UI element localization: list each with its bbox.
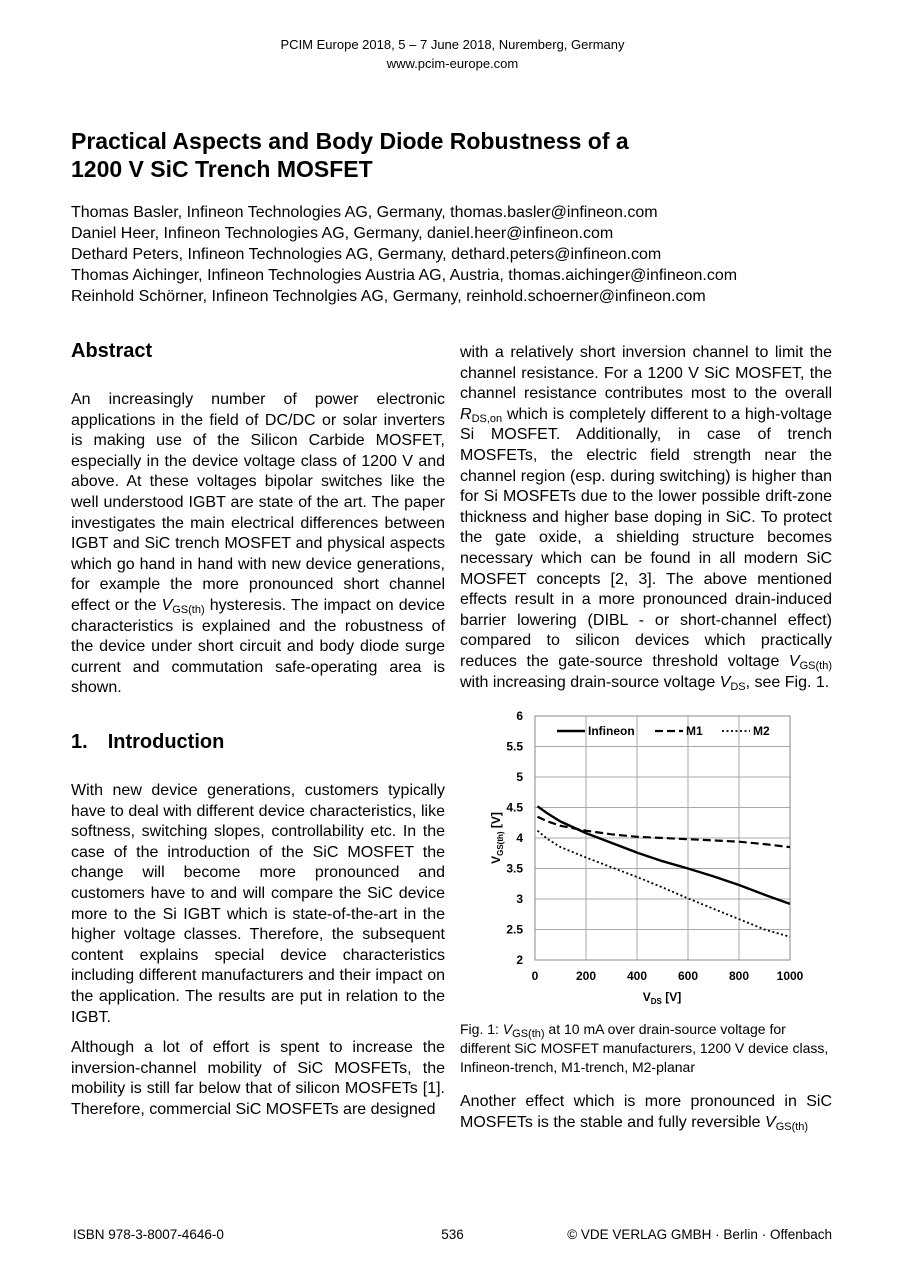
intro-heading: 1. Introduction [71,731,225,753]
y-tick-label: 3.5 [506,861,523,876]
x-tick-label: 800 [728,969,750,983]
conference-line: PCIM Europe 2018, 5 – 7 June 2018, Nuremberg, Germany [280,37,625,52]
footer-publisher: © VDE VERLAG GMBH · Berlin · Offenbach [567,1227,832,1242]
intro-text [71,781,445,1121]
title-line-1: Practical Aspects and Body Diode Robustness of a [71,128,629,154]
author-line: Dethard Peters, Infineon Technologies AG, Germany, dethard.peters@infineon.com [71,246,662,263]
x-tick-label: 1000 [776,969,804,983]
author-line: Thomas Basler, Infineon Technologies AG, Germany, thomas.basler@infineon.com [71,204,658,221]
y-tick-label: 2.5 [506,922,523,937]
y-tick-label: 2 [516,953,523,967]
y-tick-label: 4 [516,831,523,845]
intro-paragraph-1: With new device generations, customers typically have to deal with different device characteristics, like softness, switching slopes, controllability etc. In the case of the introduction of the SiC MOSFET the change will become more pronounced and customers have to and will compare the SiC device more to the Si IGBT which is state-of-the-art in the higher voltage classes. Therefore, the subsequent content explains special device characteristics including different manufacturers and their impact on the application. The results are put in relation to the IGBT. [71,782,445,1026]
footer-isbn: ISBN 978-3-8007-4646-0 [73,1227,224,1242]
y-tick-label: 6 [516,709,523,723]
x-tick-label: 200 [575,969,597,983]
series-line-infineon [538,806,791,904]
series-line-m2 [538,831,791,937]
series-line-m1 [538,817,791,847]
x-tick-label: 400 [626,969,648,983]
vgsth-chart [460,705,830,1010]
conference-url[interactable]: www.pcim-europe.com [386,56,519,71]
y-axis-label: $V_{GS(th)}$ [V] [489,812,505,864]
y-tick-label: 4.5 [506,800,523,815]
chart-legend [557,724,770,738]
abstract-text: An increasingly number of power electronic applications in the field of DC/DC or solar inverters is making use of the Silicon Carbide MOSFET, especially in the device voltage class of 1200 V and above. At these voltages bipolar switches like the well understood IGBT are state of the art. The paper investigates the main electrical differences between IGBT and SiC trench MOSFET and physical aspects which go hand in hand with new device generations, for example the more pronounced short channel effect or the $V_{GS(th)}$ hysteresis. The impact on device characteristics is explained and the robustness of the device under short circuit and body diode surge current and commutation safe-operating area is shown. [71,391,445,697]
x-tick-label: 0 [531,969,539,983]
right-column-text: with a relatively short inversion channel to limit the channel resistance. For a 1200 V SiC MOSFET, the channel resistance contributes most to the overall $R_{DS,on}$ which is completely different to a high-voltage Si MOSFET. Additionally, in case of trench MOSFETs, the electric field strength near the channel region (esp. during switching) is higher than for Si MOSFETs due to the lower possible drift-zone thickness and higher base doping in SiC. To protect the gate oxide, a shielding structure becomes necessary which can be found in all modern SiC MOSFET concepts [2, 3]. The above mentioned effects result in a more pronounced drain-induced barrier lowering (DIBL - or short-channel effect) compared to silicon devices which practically reduces the gate-source threshold voltage $V_{GS(th)}$ with increasing drain-source voltage $V_{DS}$, see Fig. 1. [460,344,832,693]
legend-label: M2 [753,724,770,738]
y-tick-label: 5.5 [506,739,523,754]
y-tick-label: 3 [516,892,523,906]
author-list [71,202,851,307]
legend-label: Infineon [588,724,635,738]
abstract-heading: Abstract [71,340,153,362]
page-number: 536 [441,1227,464,1242]
author-line: Daniel Heer, Infineon Technologies AG, Germany, daniel.heer@infineon.com [71,225,614,242]
x-axis-label: $V_{DS}$ [V] [642,990,682,1006]
author-line: Reinhold Schörner, Infineon Technolgies AG, Germany, reinhold.schoerner@infineon.com [71,288,706,305]
legend-label: M1 [686,724,703,738]
x-tick-label: 600 [677,969,699,983]
intro-paragraph-2: Although a lot of effort is spent to increase the inversion-channel mobility of SiC MOSFETs, the mobility is still far below that of silicon MOSFETs [1]. Therefore, commercial SiC MOSFETs are designed [71,1039,445,1118]
y-tick-label: 5 [516,770,523,784]
title-line-2: 1200 V SiC Trench MOSFET [71,156,373,182]
figure-caption: Fig. 1: $V_{GS(th)}$ at 10 mA over drain-source voltage for different SiC MOSFET manufacturers, 1200 V device class, Infineon-trench, M1-trench, M2-planar [460,1021,829,1075]
author-line: Thomas Aichinger, Infineon Technologies Austria AG, Austria, thomas.aichinger@infineon.com [71,267,738,284]
right-column-text-2: Another effect which is more pronounced in SiC MOSFETs is the stable and fully reversible $V_{GS(th)}$ [460,1093,832,1133]
paper-title [71,127,791,183]
